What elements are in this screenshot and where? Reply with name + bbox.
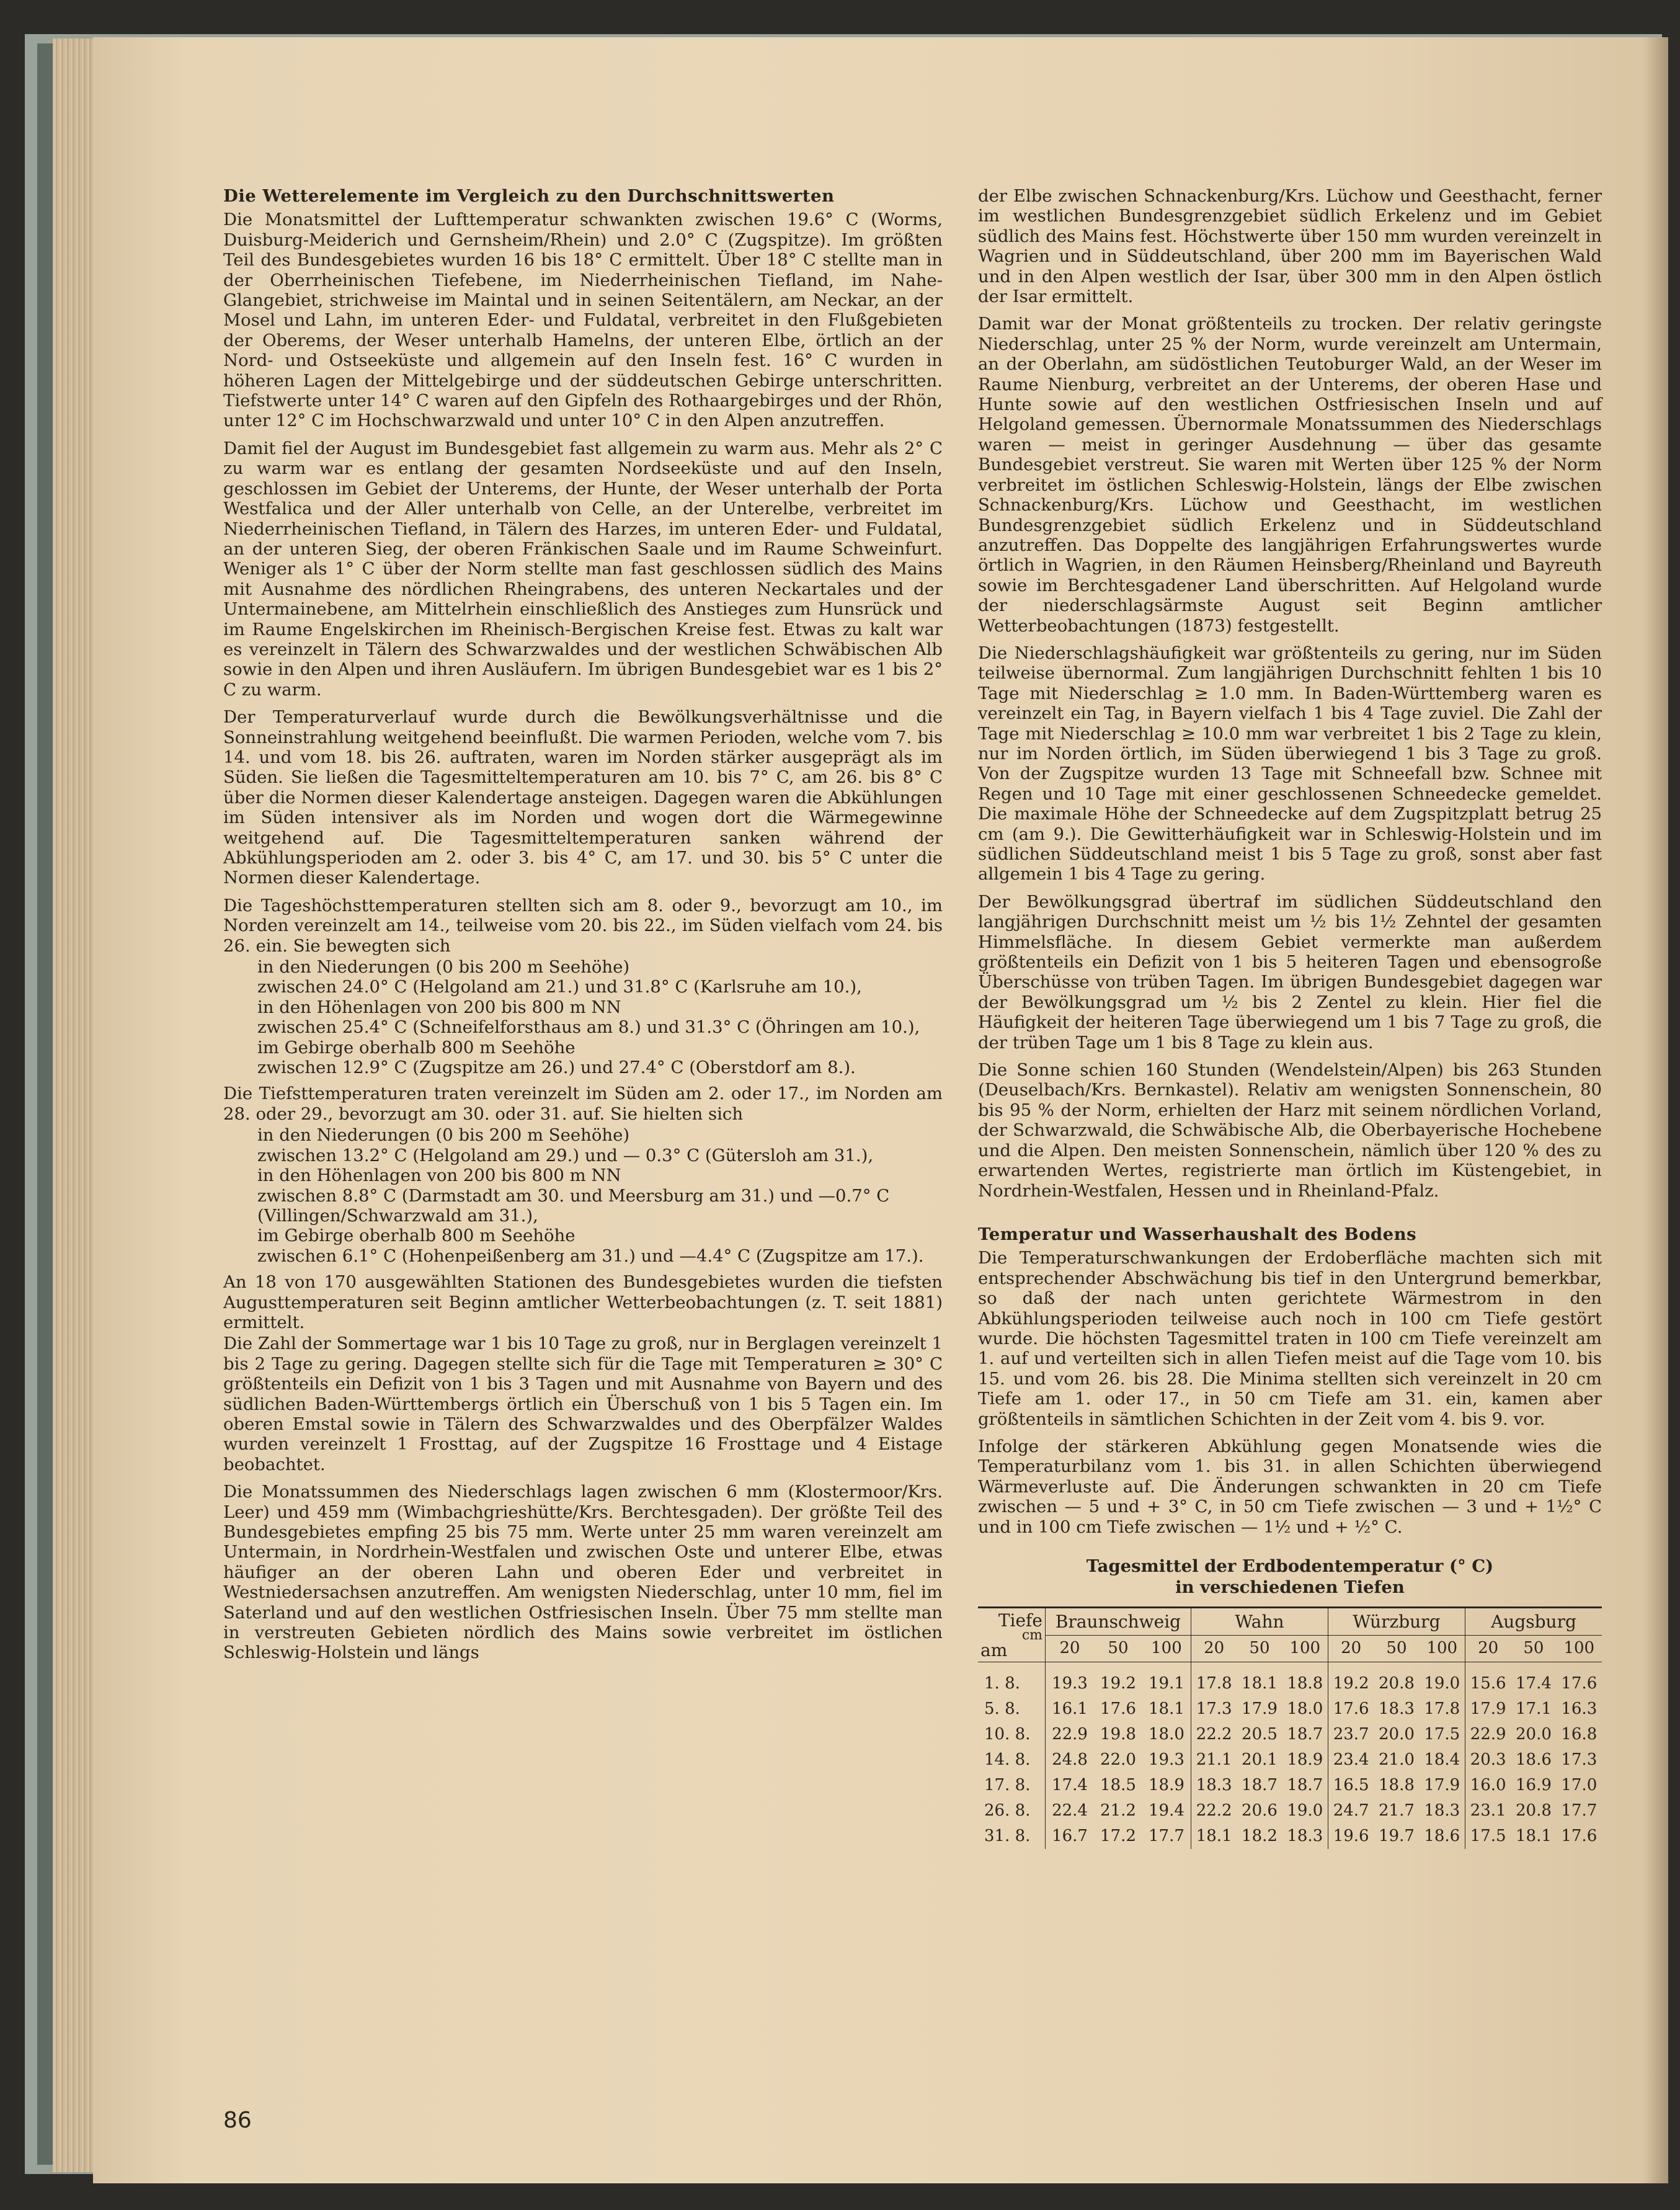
value-cell: 22.9	[1046, 1722, 1095, 1747]
paragraph: Damit fiel der August im Bundesgebiet fast allgemein zu warm aus. Mehr als 2° C zu warm war es entlang der gesamten Nordseeküste und auf den Inseln, geschlossen im Gebiet der Unterems, der Hunte, der Weser unterhalb der Porta Westfalica und der Aller unterhalb von Celle, an der Unterelbe, verbreitet im Niederrheinischen Tiefland, in Tälern des Harzes, im unteren Eder- und Fuldatal, an der unteren Sieg, der oberen Fränkischen Saale und im Raume Schweinfurt. Weniger als 1° C über der Norm stellte man fast geschlossen südlich des Mains mit Ausnahme des nördlichen Rheingrabens, des unteren Neckartales und der Untermainebene, am Mittelrhein einschließlich des Anstieges zum Hunsrück und im Raume Engelskirchen im Rheinisch-Bergischen Kreise fest. Etwas zu kalt war es vereinzelt in Tälern des Schwarzwaldes und der westlichen Schwäbischen Alb sowie in den Alpen und ihren Ausläufern. Im übrigen Bundesgebiet war es 1 bis 2° C zu warm.	[223, 438, 943, 700]
value-cell: 19.6	[1328, 1824, 1374, 1849]
value-cell: 17.4	[1046, 1773, 1095, 1798]
value-cell: 19.3	[1149, 1750, 1184, 1770]
corner-am: am	[980, 1640, 1008, 1660]
value-cell: 22.2	[1191, 1722, 1237, 1747]
value-cell: 18.3	[1424, 1801, 1460, 1820]
date-cell: 14. 8.	[984, 1750, 1031, 1770]
page-number: 86	[223, 2108, 252, 2133]
max-temperature-list	[223, 957, 943, 1077]
list-line: im Gebirge oberhalb 800 m Seehöhe	[257, 1037, 576, 1058]
value-cell: 17.9	[1424, 1776, 1460, 1795]
value-cell: 22.9	[1465, 1722, 1511, 1747]
value-cell: 17.3	[1191, 1696, 1237, 1722]
value-cell: 18.8	[1287, 1674, 1323, 1693]
value-cell: 21.0	[1379, 1750, 1415, 1770]
depth-header: 100	[1420, 1635, 1465, 1662]
value-cell: 19.2	[1100, 1674, 1136, 1693]
paragraph: Die Tageshöchsttemperaturen stellten sich am 8. oder 9., bevorzugt am 10., im Norden vereinzelt am 14., teilweise vom 20. bis 22., im Süden vielfach vom 24. bis 26. ein. Sie bewegten sich	[223, 895, 943, 956]
value-cell: 20.5	[1242, 1725, 1278, 1744]
date-cell: 26. 8.	[984, 1801, 1031, 1820]
paragraph: Die Monatsmittel der Lufttemperatur schwankten zwischen 19.6° C (Worms, Duisburg-Meiderich und Gernsheim/Rhein) und 2.0° C (Zugspitze). Im größten Teil des Bundesgebietes wurden 16 bis 18° C ermittelt. Über 18° C stellte man in der Oberrheinischen Tiefebene, im Niederrheinischen Tiefland, im Nahe-Glangebiet, strichweise im Maintal und in seinen Seitentälern, am Neckar, an der Mosel und Lahn, im unteren Eder- und Fuldatal, verbreitet in den Flußgebieten der Oberems, der Weser unterhalb Hamelns, der unteren Elbe, örtlich an der Nord- und Ostseeküste und allgemein auf den Inseln fest. 16° C wurden in höheren Lagen der Mittelgebirge und der süddeutschen Gebirge unterschritten. Tiefstwerte unter 14° C waren auf den Gipfeln des Rothaargebirges und der Rhön, unter 12° C im Hochschwarzwald und unter 10° C in den Alpen anzutreffen.	[223, 210, 943, 431]
corner-cm: cm	[1021, 1628, 1042, 1643]
station-header: Augsburg	[1465, 1608, 1602, 1636]
value-cell: 23.7	[1328, 1722, 1374, 1747]
value-cell: 18.9	[1149, 1776, 1184, 1795]
depth-header: 50	[1237, 1635, 1282, 1662]
value-cell: 18.7	[1242, 1776, 1278, 1795]
station-header: Braunschweig	[1046, 1608, 1191, 1636]
table-body	[978, 1662, 1602, 1850]
table-corner-header	[978, 1608, 1046, 1662]
list-line: in den Höhenlagen von 200 bis 800 m NN	[257, 997, 621, 1017]
paragraph: Der Bewölkungsgrad übertraf im südlichen Süddeutschland den langjährigen Durchschnitt meist um ½ bis 1½ Zehntel der gesamten Himmelsfläche. In diesem Gebiet vermerkte man außerdem größtenteils ein Defizit von 1 bis 5 heiteren Tagen und ebensogroße Überschüsse von trüben Tagen. Im übrigen Bundesgebiet dagegen war der Bewölkungsgrad um ½ bis 2 Zentel zu klein. Hier fiel die Häufigkeit der heiteren Tage überwiegend um 1 bis 7 Tage zu groß, die der trüben Tage um 1 bis 8 Tage zu klein aus.	[978, 891, 1602, 1053]
value-cell: 20.6	[1242, 1801, 1278, 1820]
value-cell: 18.3	[1379, 1700, 1415, 1719]
value-cell: 18.7	[1287, 1725, 1323, 1744]
list-line: zwischen 6.1° C (Hohenpeißenberg am 31.) und —4.4° C (Zugspitze am 17.).	[257, 1245, 924, 1266]
value-cell: 18.3	[1191, 1773, 1237, 1798]
value-cell: 24.8	[1046, 1747, 1095, 1773]
value-cell: 21.7	[1379, 1801, 1415, 1820]
value-cell: 19.8	[1100, 1725, 1136, 1744]
value-cell: 20.0	[1379, 1725, 1415, 1744]
list-line: zwischen 8.8° C (Darmstadt am 30. und Meersburg am 31.) und —0.7° C (Villingen/Schwarzwald am 31.),	[257, 1185, 890, 1226]
corner-tiefe: Tiefe	[998, 1610, 1042, 1631]
value-cell: 18.5	[1100, 1776, 1136, 1795]
value-cell: 16.1	[1046, 1696, 1095, 1722]
value-cell: 17.4	[1516, 1674, 1552, 1693]
value-cell: 17.5	[1465, 1824, 1511, 1849]
value-cell: 19.4	[1149, 1801, 1184, 1820]
depth-header: 50	[1094, 1635, 1142, 1662]
paragraph: Die Temperaturschwankungen der Erdoberfläche machten sich mit entsprechender Abschwächung bis tief in den Untergrund bemerkbar, so daß der nach unten gerichtete Wärmestrom in den Abkühlungsperioden teilweise auch noch in 100 cm Tiefe gestört wurde. Die höchsten Tagesmittel traten in 100 cm Tiefe vereinzelt am 1. auf und verteilten sich in allen Tiefen meist auf die Tage vom 10. bis 15. und vom 26. bis 28. Die Minima stellten sich vereinzelt in 20 cm Tiefe am 1. oder 17., in 50 cm Tiefe am 31. ein, kamen aber größtenteils in sämtlichen Schichten in der Zeit vom 4. bis 9. vor.	[978, 1248, 1602, 1429]
list-line: zwischen 12.9° C (Zugspitze am 26.) und 27.4° C (Oberstdorf am 8.).	[257, 1058, 856, 1078]
value-cell: 18.6	[1516, 1750, 1552, 1770]
value-cell: 15.6	[1465, 1662, 1511, 1697]
value-cell: 19.0	[1424, 1674, 1460, 1693]
value-cell: 17.6	[1561, 1674, 1598, 1693]
value-cell: 23.4	[1328, 1747, 1374, 1773]
paragraph: Die Monatssummen des Niederschlags lagen zwischen 6 mm (Klostermoor/Krs. Leer) und 459 mm (Wimbachgrieshütte/Krs. Berchtesgaden). Der größte Teil des Bundesgebietes empfing 25 bis 75 mm. Werte unter 25 mm waren vereinzelt am Untermain, in Nordrhein-Westfalen und zwischen Oste und unterer Elbe, etwas häufiger an der oberen Lahn und oberen Eder und verbreitet in Westniedersachsen anzutreffen. Am wenigsten Niederschlag, unter 10 mm, fiel im Saterland und auf den westlichen Ostfriesischen Inseln. Über 75 mm stellte man in verstreuten Gebieten nördlich des Mains sowie verbreitet im östlichen Schleswig-Holstein und längs	[223, 1482, 943, 1663]
list-line: im Gebirge oberhalb 800 m Seehöhe	[257, 1226, 576, 1246]
value-cell: 18.0	[1287, 1700, 1323, 1719]
value-cell: 17.0	[1561, 1776, 1598, 1795]
value-cell: 17.5	[1424, 1725, 1460, 1744]
value-cell: 21.1	[1191, 1747, 1237, 1773]
value-cell: 20.3	[1465, 1747, 1511, 1773]
list-line: zwischen 25.4° C (Schneifelforsthaus am 8.) und 31.3° C (Öhringen am 10.),	[257, 1017, 920, 1038]
value-cell: 19.1	[1149, 1674, 1184, 1693]
value-cell: 22.2	[1191, 1798, 1237, 1824]
date-cell: 31. 8.	[984, 1827, 1031, 1846]
table-row	[978, 1798, 1602, 1824]
section-title-soil: Temperatur und Wasserhaushalt des Bodens	[978, 1224, 1417, 1244]
table-title-line: in verschiedenen Tiefen	[1175, 1577, 1405, 1597]
date-cell: 17. 8.	[984, 1776, 1031, 1795]
paragraph: Der Temperaturverlauf wurde durch die Bewölkungsverhältnisse und die Sonneinstrahlung weitgehend beeinflußt. Die warmen Perioden, welche vom 7. bis 14. und vom 18. bis 26. auftraten, waren im Norden stärker ausgeprägt als im Süden. Sie ließen die Tagesmitteltemperaturen am 10. bis 7° C, am 26. bis 8° C über die Normen dieser Kalendertage ansteigen. Dagegen waren die Abkühlungen im Süden intensiver als im Norden und wogen dort die Wärmegewinne weitgehend auf. Die Tagesmitteltemperaturen sanken während der Abkühlungsperioden am 2. oder 3. bis 4° C, am 17. und 30. bis 5° C unter die Normen dieser Kalendertage.	[223, 707, 943, 888]
paragraph: Die Niederschlagshäufigkeit war größtenteils zu gering, nur im Süden teilweise übernormal. Zum langjährigen Durchschnitt fehlten 1 bis 10 Tage mit Niederschlag ≥ 1.0 mm. In Baden-Württemberg waren es vereinzelt ein Tag, in Bayern vielfach 1 bis 4 Tage zuviel. Die Zahl der Tage mit Niederschlag ≥ 10.0 mm war verbreitet 1 bis 2 Tage zu klein, nur im Norden örtlich, im Süden überwiegend 1 bis 3 Tage zu groß. Von der Zugspitze wurden 13 Tage mit Schneefall bzw. Schnee mit Regen und 10 Tage mit einer geschlossenen Schneedecke gemeldet. Die maximale Höhe der Schneedecke auf dem Zugspitzplatt betrug 25 cm (am 9.). Die Gewitterhäufigkeit war in Schleswig-Holstein und im südlichen Süddeutschland meist 1 bis 5 Tage zu groß, sonst aber fast allgemein 1 bis 4 Tage zu gering.	[978, 643, 1602, 884]
paragraph: Die Zahl der Sommertage war 1 bis 10 Tage zu groß, nur in Berglagen vereinzelt 1 bis 2 Tage zu gering. Dagegen stellte sich für die Tage mit Temperaturen ≥ 30° C größtenteils ein Defizit von 1 bis 3 Tagen und mit Ausnahme von Bayern und des südlichen Baden-Württembergs örtlich ein Überschuß von 1 bis 5 Tagen ein. Im oberen Emstal sowie in Tälern des Schwarzwaldes und des Oberpfälzer Waldes wurden vereinzelt 1 Frosttag, auf der Zugspitze 16 Frosttage und 4 Eistage beobachtet.	[223, 1334, 943, 1474]
depth-header: 20	[1465, 1635, 1511, 1662]
station-header: Würzburg	[1328, 1608, 1465, 1636]
value-cell: 17.8	[1191, 1662, 1237, 1697]
table-title-line: Tagesmittel der Erdbodentemperatur (° C)	[1086, 1556, 1494, 1576]
table-row	[978, 1824, 1602, 1849]
table-row	[978, 1662, 1602, 1697]
value-cell: 18.1	[1516, 1827, 1552, 1846]
list-line: in den Niederungen (0 bis 200 m Seehöhe)	[257, 1125, 630, 1146]
date-cell: 5. 8.	[984, 1700, 1020, 1719]
value-cell: 18.1	[1242, 1674, 1278, 1693]
soil-temperature-table	[978, 1606, 1602, 1849]
paragraph: Damit war der Monat größtenteils zu trocken. Der relativ geringste Niederschlag, unter 25 % der Norm, wurde vereinzelt am Untermain, an der Oberlahn, am südöstlichen Teutoburger Wald, an der Weser im Raume Nienburg, verbreitet an der Unterems, der oberen Hase und Hunte sowie auf den westlichen Ostfriesischen Inseln und auf Helgoland gemessen. Übernormale Monatssummen des Niederschlags waren — meist in geringer Ausdehnung — über das gesamte Bundesgebiet verstreut. Sie waren mit Werten über 125 % der Norm verbreitet im östlichen Schleswig-Holstein, längs der Elbe zwischen Schnackenburg/Krs. Lüchow und Geesthacht, im westlichen Bundesgrenzgebiet südlich Erkelenz und in Süddeutschland anzutreffen. Das Doppelte des langjährigen Erfahrungswertes wurde örtlich in Wagrien, in den Räumen Heinsberg/Rheinland und Bayreuth sowie im Berchtesgadener Land überschritten. Auf Helgoland wurde der niederschlagsärmste August seit Beginn amtlicher Wetterbeobachtungen (1873) festgestellt.	[978, 314, 1602, 636]
value-cell: 20.8	[1516, 1801, 1552, 1820]
value-cell: 18.2	[1242, 1827, 1278, 1846]
value-cell: 16.8	[1561, 1725, 1598, 1744]
page-gutter-shadow	[1643, 37, 1668, 2183]
date-cell: 1. 8.	[984, 1674, 1020, 1693]
paragraph: Die Sonne schien 160 Stunden (Wendelstein/Alpen) bis 263 Stunden (Deuselbach/Krs. Bernkastel). Relativ am wenigsten Sonnenschein, 80 bis 95 % der Norm, erhielten der Harz mit seinem nördlichen Vorland, der Schwarzwald, die Schwäbische Alb, die Oberbayerische Hochebene und die Alpen. Den meisten Sonnenschein, nämlich über 120 % des zu erwartenden Wertes, registrierte man örtlich im Küstengebiet, in Nordrhein-Westfalen, Hessen und in Rheinland-Pfalz.	[978, 1060, 1602, 1201]
paragraph: An 18 von 170 ausgewählten Stationen des Bundesgebietes wurden die tiefsten Augusttemperaturen seit Beginn amtlicher Wetterbeobachtungen (z. T. seit 1881) ermittelt.	[223, 1272, 943, 1332]
value-cell: 18.7	[1287, 1776, 1323, 1795]
value-cell: 21.2	[1100, 1801, 1136, 1820]
value-cell: 16.5	[1328, 1773, 1374, 1798]
value-cell: 19.0	[1287, 1801, 1323, 1820]
value-cell: 20.1	[1242, 1750, 1278, 1770]
value-cell: 16.9	[1516, 1776, 1552, 1795]
value-cell: 19.7	[1379, 1827, 1415, 1846]
value-cell: 18.1	[1149, 1700, 1184, 1719]
value-cell: 19.2	[1328, 1662, 1374, 1697]
depth-header: 50	[1511, 1635, 1556, 1662]
value-cell: 17.6	[1561, 1827, 1598, 1846]
date-cell: 10. 8.	[984, 1725, 1031, 1744]
paragraph: der Elbe zwischen Schnackenburg/Krs. Lüchow und Geesthacht, ferner im westlichen Bundesgrenzgebiet südlich Erkelenz und im Gebiet südlich des Mains fest. Höchstwerte über 150 mm wurden vereinzelt in Wagrien und in Süddeutschland, über 200 mm im Bayerischen Wald und in den Alpen westlich der Isar, über 300 mm in den Alpen östlich der Isar ermittelt.	[978, 186, 1602, 307]
value-cell: 18.0	[1149, 1725, 1184, 1744]
value-cell: 17.9	[1242, 1700, 1278, 1719]
list-line: in den Höhenlagen von 200 bis 800 m NN	[257, 1165, 621, 1186]
value-cell: 18.1	[1191, 1824, 1237, 1849]
section-title-weather: Die Wetterelemente im Vergleich zu den Durchschnittswerten	[223, 186, 835, 206]
value-cell: 17.2	[1100, 1827, 1136, 1846]
depth-header: 100	[1142, 1635, 1191, 1662]
value-cell: 18.9	[1287, 1750, 1323, 1770]
value-cell: 17.6	[1100, 1700, 1136, 1719]
value-cell: 20.0	[1516, 1725, 1552, 1744]
value-cell: 16.7	[1046, 1824, 1095, 1849]
table-row	[978, 1773, 1602, 1798]
value-cell: 22.0	[1100, 1750, 1136, 1770]
value-cell: 16.0	[1465, 1773, 1511, 1798]
list-line: zwischen 13.2° C (Helgoland am 29.) und — 0.3° C (Gütersloh am 31.),	[257, 1145, 874, 1165]
depth-header: 100	[1557, 1635, 1602, 1662]
value-cell: 18.8	[1379, 1776, 1415, 1795]
paragraph: Die Tiefsttemperaturen traten vereinzelt im Süden am 2. oder 17., im Norden am 28. oder 29., bevorzugt am 30. oder 31. auf. Sie hielten sich	[223, 1084, 943, 1124]
table-row	[978, 1696, 1602, 1722]
table-row	[978, 1747, 1602, 1773]
paragraph: Infolge der stärkeren Abkühlung gegen Monatsende wies die Temperaturbilanz vom 1. bis 31. in allen Schichten überwiegend Wärmeverluste auf. Die Änderungen schwankten in 20 cm Tiefe zwischen — 5 und + 3° C, in 50 cm Tiefe zwischen — 3 und + 1½° C und in 100 cm Tiefe zwischen — 1½ und + ½° C.	[978, 1436, 1602, 1537]
table-row	[978, 1722, 1602, 1747]
value-cell: 17.3	[1561, 1750, 1598, 1770]
value-cell: 17.7	[1149, 1827, 1184, 1846]
right-column	[978, 186, 1602, 1849]
value-cell: 17.1	[1516, 1700, 1552, 1719]
depth-header-row	[978, 1635, 1602, 1662]
value-cell: 22.4	[1046, 1798, 1095, 1824]
value-cell: 18.6	[1424, 1827, 1460, 1846]
depth-header: 100	[1282, 1635, 1328, 1662]
table-title	[978, 1556, 1602, 1598]
spacer	[978, 1208, 1602, 1224]
value-cell: 17.9	[1465, 1696, 1511, 1722]
depth-header: 20	[1328, 1635, 1374, 1662]
value-cell: 23.1	[1465, 1798, 1511, 1824]
value-cell: 20.8	[1379, 1674, 1415, 1693]
left-column	[223, 186, 943, 1670]
list-line: zwischen 24.0° C (Helgoland am 21.) und 31.8° C (Karlsruhe am 10.),	[257, 977, 862, 997]
value-cell: 18.4	[1424, 1750, 1460, 1770]
depth-header: 50	[1374, 1635, 1419, 1662]
depth-header: 20	[1046, 1635, 1095, 1662]
list-line: in den Niederungen (0 bis 200 m Seehöhe)	[257, 957, 630, 978]
depth-header: 20	[1191, 1635, 1237, 1662]
value-cell: 16.3	[1561, 1700, 1598, 1719]
station-header: Wahn	[1191, 1608, 1328, 1636]
value-cell: 19.3	[1046, 1662, 1095, 1697]
value-cell: 17.7	[1561, 1801, 1598, 1820]
min-temperature-list	[223, 1125, 943, 1266]
value-cell: 17.8	[1424, 1700, 1460, 1719]
value-cell: 18.3	[1287, 1827, 1323, 1846]
value-cell: 17.6	[1328, 1696, 1374, 1722]
value-cell: 24.7	[1328, 1798, 1374, 1824]
